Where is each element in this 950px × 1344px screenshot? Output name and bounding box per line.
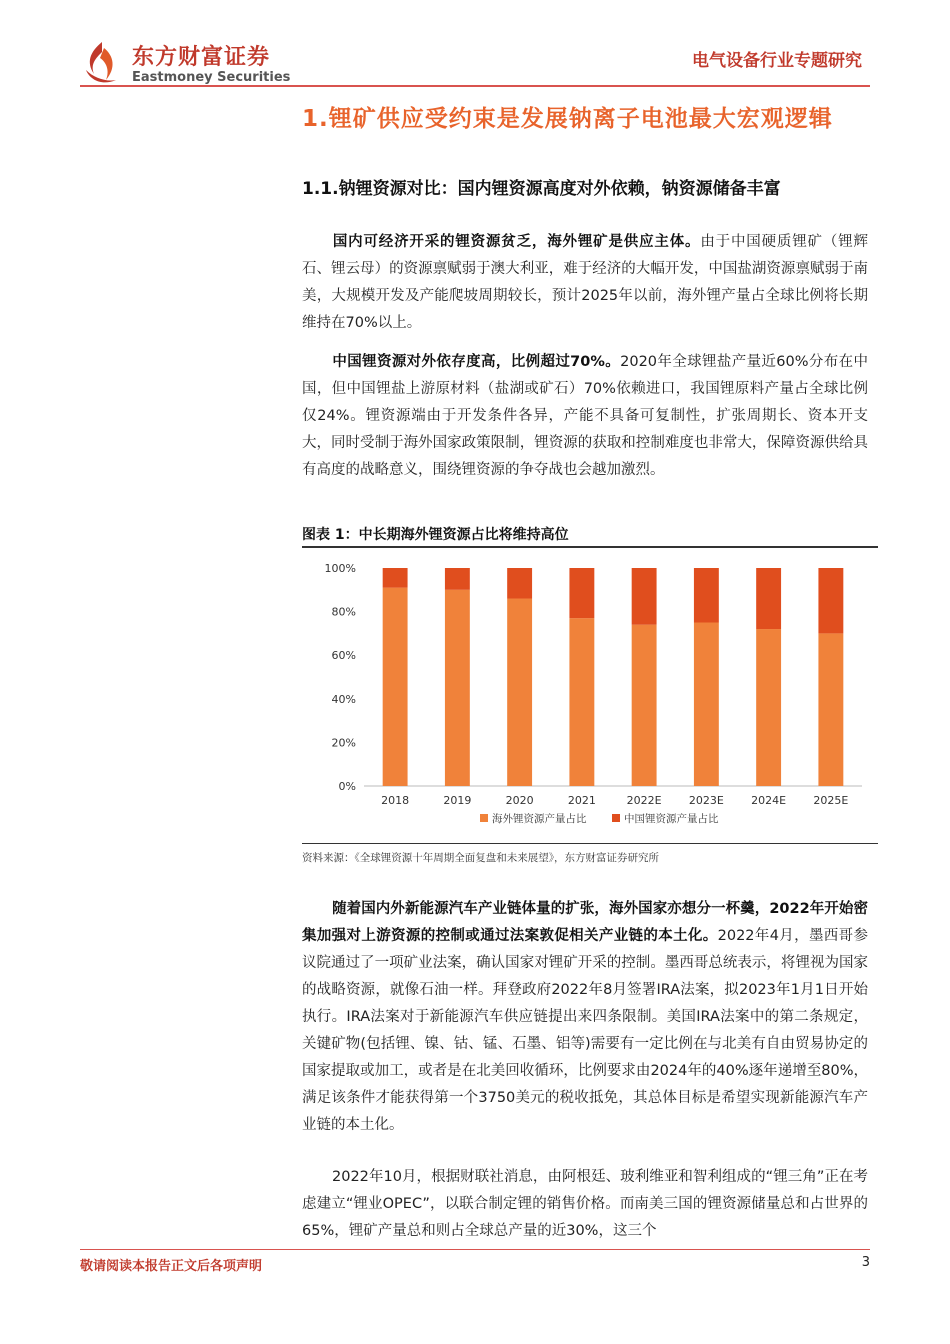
legend-label-overseas: 海外锂资源产量占比 <box>492 813 587 825</box>
x-tick-label: 2021 <box>567 794 596 807</box>
x-tick-label: 2023E <box>688 794 724 807</box>
bar-overseas-share <box>569 618 594 786</box>
bar-china-share <box>383 568 408 588</box>
figure-source: 资料来源：《全球锂资源十年周期全面复盘和未来展望》，东方财富证券研究所 <box>302 852 659 864</box>
bar-china-share <box>569 568 594 618</box>
paragraph-1-body: 由于中国硬质锂矿（锂辉石、锂云母）的资源禀赋弱于澳大利亚，难于经济的大幅开发，中国盐湖资源禀赋弱于南美，大规模开发及产能爬坡周期较长，预计2025年以前，海外锂产量占全球比例将长期维持在70%以上。 <box>302 234 869 331</box>
bar-overseas-share <box>632 625 657 786</box>
paragraph-3-body: 2022年4月，墨西哥参议院通过了一项矿业法案，确认国家对锂矿开采的控制。墨西哥总统表示，将锂视为国家的战略资源，就像石油一样。拜登政府2022年8月签署IRA法案，拟2023年1月1日开始执行。IRA法案对于新能源汽车供应链提出来四条限制。美国IRA法案中的第二条规定，关键矿物(包括锂、镍、钴、锰、石墨、铝等)需要有一定比例在与北美有自由贸易协定的国家提取或加工，或者是在北美回收循环，比例要求由2024年的40%逐年递增至80%，满足该条件才能获得第一个3750美元的税收抵免，其总体目标是希望实现新能源汽车产业链的本土化。 <box>302 928 868 1133</box>
bar-china-share <box>507 568 532 599</box>
y-tick-label: 20% <box>331 736 356 750</box>
bar-overseas-share <box>694 623 719 787</box>
header-divider <box>80 85 870 87</box>
bar-china-share <box>445 568 470 590</box>
bar-overseas-share <box>818 633 843 786</box>
y-tick-label: 40% <box>331 692 356 706</box>
figure-top-rule <box>302 546 878 548</box>
logo-chinese-name: 东方财富证券 <box>132 45 271 70</box>
x-tick-label: 2024E <box>751 794 787 807</box>
paragraph-3 <box>302 896 868 1139</box>
stacked-bar-chart <box>302 552 878 842</box>
x-tick-label: 2025E <box>813 794 849 807</box>
report-type: 电气设备行业专题研究 <box>692 51 862 71</box>
chart-container <box>302 552 878 842</box>
y-tick-label: 0% <box>338 780 356 793</box>
footer-divider <box>80 1249 870 1250</box>
bar-overseas-share <box>507 599 532 786</box>
figure-title: 图表 1：中长期海外锂资源占比将维持高位 <box>302 527 569 543</box>
paragraph-2-lead: 中国锂资源对外依存度高，比例超过70%。 <box>332 354 621 370</box>
paragraph-4 <box>302 1164 868 1245</box>
paragraph-1 <box>302 229 868 337</box>
paragraph-4-body: 2022年10月，根据财联社消息，由阿根廷、玻利维亚和智利组成的“锂三角”正在考虑建立“锂业OPEC”，以联合制定锂的销售价格。而南美三国的锂资源储量总和占世界的65%，锂矿产量总和则占全球总产量的近30%，这三个 <box>302 1169 868 1239</box>
section-heading: 1.锂矿供应受约束是发展钠离子电池最大宏观逻辑 <box>302 106 833 132</box>
paragraph-2 <box>302 349 868 484</box>
logo-english-name: Eastmoney Securities <box>132 70 291 85</box>
y-tick-label: 60% <box>331 649 356 663</box>
x-tick-label: 2019 <box>443 794 472 807</box>
page-number: 3 <box>861 1255 870 1270</box>
x-tick-label: 2018 <box>381 794 410 807</box>
subsection-heading: 1.1.钠锂资源对比：国内锂资源高度对外依赖，钠资源储备丰富 <box>302 179 781 199</box>
bar-overseas-share <box>383 588 408 786</box>
x-tick-label: 2020 <box>505 794 534 807</box>
bar-china-share <box>756 568 781 629</box>
bar-overseas-share <box>445 590 470 786</box>
footer-disclaimer: 敬请阅读本报告正文后各项声明 <box>80 1259 263 1274</box>
y-tick-label: 100% <box>324 562 356 575</box>
bar-china-share <box>632 568 657 625</box>
figure-bottom-rule <box>302 843 878 844</box>
paragraph-2-body: 2020年全球锂盐产量近60%分布在中国，但中国锂盐上游原材料（盐湖或矿石）70%依赖进口，我国锂原料产量占全球比例仅24%。锂资源端由于开发条件各异，产能不具备可复制性，扩张周期长、资本开支大，同时受制于海外国家政策限制，锂资源的获取和控制难度也非常大，保障资源供给具有高度的战略意义，围绕锂资源的争夺战也会越加激烈。 <box>302 354 868 478</box>
legend-swatch-overseas <box>480 814 488 822</box>
bar-china-share <box>818 568 843 633</box>
legend-swatch-china <box>612 814 620 822</box>
y-tick-label: 80% <box>331 605 356 619</box>
paragraph-3-lead: 随着国内外新能源汽车产业链体量的扩张，海外国家亦想分一杯羹，2022年开始密集加强对上游资源的控制或通过法案敦促相关产业链的本土化。 <box>302 901 868 944</box>
bar-overseas-share <box>756 629 781 786</box>
bar-china-share <box>694 568 719 623</box>
logo-flame-icon <box>80 40 124 86</box>
x-tick-label: 2022E <box>626 794 662 807</box>
legend-label-china: 中国锂资源产量占比 <box>624 813 719 825</box>
paragraph-1-lead: 国内可经济开采的锂资源贫乏，海外锂矿是供应主体。 <box>332 234 701 250</box>
